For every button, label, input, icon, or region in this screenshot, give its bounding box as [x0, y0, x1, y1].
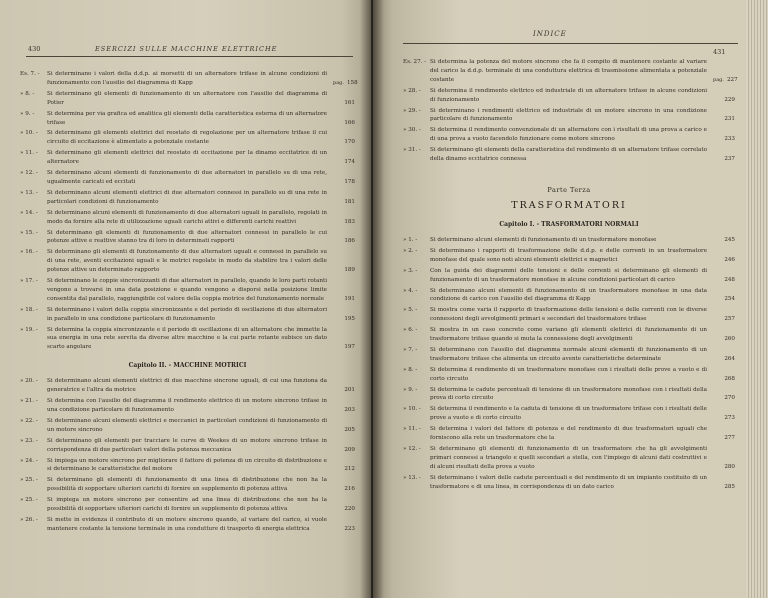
entry-page: 280: [724, 463, 735, 470]
entry-number: » 13. -: [20, 189, 38, 196]
toc-entry[interactable]: [20, 169, 355, 187]
entry-text: Si determina la coppia sincronizzante e il periodo di oscillazione di un alternatore che immette la sua energia in una rete servita da diverse altre macchine e la cui parte rotante subisce un dato scarto angolare: [47, 326, 327, 351]
right-entries-group-1: [403, 87, 735, 164]
entry-number: » 25. -: [20, 477, 38, 484]
entry-text: Si determinano i rendimenti elettrico ed industriale di un motore sincrono in una condizione particolare di funzionamento: [430, 107, 707, 123]
entry-page: 183: [344, 218, 355, 225]
right-running-title: INDICE: [533, 30, 567, 38]
entry-number: » 10. -: [403, 406, 421, 413]
entry-text: Si mostra come varia il rapporto di trasformazione delle tensioni e delle correnti con le diverse connessioni degli avvolgimenti primari e secondari del trasformatore trifase: [430, 307, 707, 323]
entry-page: 227: [726, 76, 738, 83]
entry-page: 158: [346, 79, 358, 86]
toc-entry[interactable]: [20, 326, 355, 353]
entry-text: Si mostra in un caso concreto come variano gli elementi elettrici di funzionamento di un trasformatore trifase quando si muta la connessione degli avvolgimenti: [430, 327, 707, 343]
entry-page: 212: [344, 466, 355, 473]
entry-page: 161: [344, 99, 355, 106]
entry-number: » 20. -: [20, 378, 38, 385]
entry-number: » 18. -: [20, 306, 38, 313]
entry-text: Si determinano le coppie sincronizzanti di due alternatori in parallelo, quando le loro parti rotanti vengono a trovarsi in una data posizione e quando vengono a disporsi nella posizione limite consentita dal parallelo, raggiungibile col valore della coppia motrice del funzionamento normale: [47, 278, 327, 302]
entry-text: Si determina le cadute percentuali di tensione di un trasformatore monofase con i risultati della prova di corto circuito: [430, 386, 707, 402]
entry-number: » 12. -: [403, 446, 421, 452]
toc-entry[interactable]: [403, 58, 738, 85]
toc-entry[interactable]: [403, 326, 735, 344]
entry-number: » 30. -: [403, 127, 421, 134]
entry-number: » 12. -: [20, 170, 38, 177]
entry-text: Si determinano gli elementi di funzionamento di un trasformatore che ha gli avvolgimenti primari connessi a triangolo e quelli secondari a stella, con l'impiego di alcuni dati costruttivi e di alcuni risultati della prova a vuoto: [430, 446, 707, 470]
entry-page: 273: [724, 415, 735, 422]
toc-entry[interactable]: [20, 110, 355, 128]
entry-text: Si determina il rendimento di un trasformatore monofase con i risultati delle prove a vuoto e di corto circuito: [430, 366, 707, 382]
header-rule: [403, 43, 738, 44]
entry-page: 248: [724, 276, 735, 283]
toc-entry[interactable]: [20, 189, 355, 207]
entry-text: Si determina per via grafica ed analitica gli elementi della caratteristica esterna di un alternatore trifase: [47, 110, 327, 126]
entry-number: » 25. -: [20, 497, 38, 504]
entry-text: Si determinano alcuni elementi elettrici di due alternatori connessi in parallelo su di una rete in particolari condizioni di funzionamento: [47, 189, 327, 205]
entry-text: Si determinano alcuni elementi di funzionamento di un trasformatore monofase in una data condizione di carico con l'ausilio del diagramma di Kapp: [430, 287, 707, 303]
entry-number: » 31. -: [403, 147, 421, 154]
entry-number: » 28. -: [403, 87, 421, 94]
entry-page: 170: [344, 139, 355, 146]
entry-number: » 22. -: [20, 417, 38, 424]
entry-text: Si determinano alcuni elementi di funzionamento di due alternatori in parallelo su di una rete, ugualmente caricati ed eccitati: [47, 170, 327, 185]
entry-text: Si determinano gli elementi di funzionamento di una linea di distribuzione che non ha la possibilità di sopportare ulteriori carichi di fornire un supplemento di potenza attiva: [47, 477, 327, 493]
entry-text: Si determina i valori del fattore di potenza e del rendimento di due trasformatori uguali che forniscono alla rete un trasformatore che la: [430, 426, 707, 442]
entry-number: Es. 27. -: [403, 59, 427, 65]
entry-page: 189: [344, 267, 355, 274]
left-page-number: 430: [28, 45, 41, 53]
right-page-number: 431: [713, 48, 726, 56]
entry-page: 201: [344, 387, 355, 394]
entry-number: » 11. -: [20, 150, 38, 157]
entry-page: 216: [344, 486, 355, 493]
part-label: Parte Terza: [547, 185, 591, 194]
entry-text: Si determinano alcuni elementi di funzionamento di due alternatori uguali in parallelo, regolati in modo da fornire alla rete di utilizzazione uguali carichi attivi e differenti carichi reattivi: [47, 209, 327, 225]
entry-page: 268: [724, 375, 735, 382]
entry-text: Si determinano i valori della d.d.p. ai morsetti di un alternatore trifase in alcune condizioni di funzionamento con l'ausilio del diagramma di Kapp: [47, 71, 327, 86]
entry-number: » 29. -: [403, 107, 421, 114]
toc-entry[interactable]: [403, 405, 735, 423]
entry-number: » 16. -: [20, 249, 38, 256]
entry-number: » 3. -: [403, 267, 418, 274]
toc-entry[interactable]: [20, 437, 355, 455]
entry-page: 205: [344, 426, 355, 433]
entry-page: 174: [344, 159, 355, 166]
entry-number: » 8. -: [403, 366, 418, 373]
toc-entry[interactable]: [403, 126, 735, 144]
entry-number: » 10. -: [20, 130, 38, 137]
entry-text: Si determinano gli elementi elettrici del reostato di eccitazione per la dinamo eccitatrice di un alternatore: [47, 150, 327, 166]
entry-number: » 9. -: [20, 110, 35, 117]
entry-number: » 13. -: [403, 474, 421, 481]
toc-entry[interactable]: [403, 474, 735, 492]
right-entry-list: [403, 58, 738, 492]
entry-text: Si determinano alcuni elementi elettrici e meccanici in particolari condizioni di funzionamento di un motore sincrono: [47, 417, 327, 433]
right-page: [373, 0, 768, 598]
entry-text: Si determinano gli elementi della caratteristica del rendimento di un alternatore trifase correlato della dinamo eccitatrice connessa: [430, 147, 707, 163]
entry-number: » 2. -: [403, 247, 418, 254]
chapter-heading: Capitolo I. - TRASFORMATORI NORMALI: [499, 220, 639, 228]
toc-entry[interactable]: [403, 107, 735, 125]
entry-text: Si determinano gli elementi di funzionamento di un alternatore con l'ausilio del diagramma di Potier: [47, 90, 327, 106]
entry-page: 257: [724, 316, 735, 323]
part-title: TRASFORMATORI: [511, 199, 627, 211]
entry-number: » 4. -: [403, 287, 418, 294]
right-entries-group-2: [403, 236, 735, 492]
left-entries-group-1: [20, 90, 355, 352]
toc-entry[interactable]: [20, 229, 355, 247]
toc-entry[interactable]: [20, 306, 355, 324]
entry-text: Con la guida dei diagrammi delle tensioni e delle correnti si determinano gli elementi di funzionamento di un trasformatore monofase in alcune condizioni particolari di carico: [430, 267, 707, 283]
entry-page: 178: [344, 178, 355, 185]
entry-number: » 21. -: [20, 398, 38, 405]
header-rule: [26, 56, 353, 57]
toc-entry[interactable]: [403, 247, 735, 265]
entry-page: 277: [724, 435, 735, 442]
toc-entry[interactable]: [20, 277, 355, 304]
entry-page: 220: [344, 506, 355, 513]
toc-entry[interactable]: [20, 149, 355, 167]
left-running-title: ESERCIZI SULLE MACCHINE ELETTRICHE: [95, 45, 278, 53]
entry-number: » 19. -: [20, 326, 38, 333]
toc-entry[interactable]: [403, 306, 735, 324]
entry-number: » 7. -: [403, 346, 418, 353]
left-entries-group-2: [20, 377, 355, 534]
entry-page: 260: [724, 336, 735, 343]
entry-number: » 11. -: [403, 426, 421, 433]
entry-text: Si determinano i rapporti di trasformazione delle d.d.p. e delle correnti in un trasformatore monofase del quale sono noti alcuni elementi elettrici e magnetici: [430, 247, 707, 263]
toc-entry[interactable]: [403, 445, 735, 472]
entry-text: Si impiega un motore sincrono per consentire ad una linea di distribuzione che non ha la possibilità di sopportare ulteriori carichi di fornire un supplemento di potenza attiva: [47, 497, 327, 513]
toc-entry[interactable]: [403, 346, 735, 364]
entry-page: 203: [344, 407, 355, 413]
toc-entry[interactable]: [403, 386, 735, 404]
entry-number: » 9. -: [403, 386, 418, 393]
entry-number: » 17. -: [20, 278, 38, 285]
entry-number: Es. 7. -: [20, 71, 40, 77]
pag-label: pag.: [333, 79, 344, 86]
entry-text: Si determinano alcuni elementi elettrici di due macchine sincrone uguali, di cui una funziona da generatrice e l'altra da motrice: [47, 378, 327, 394]
entry-page: 229: [724, 96, 735, 103]
toc-entry[interactable]: [403, 425, 735, 443]
toc-entry[interactable]: [20, 90, 355, 108]
toc-entry[interactable]: [403, 87, 735, 105]
entry-page: 270: [724, 395, 735, 402]
entry-text: Si determinano con l'ausilio del diagramma normale alcuni elementi di funzionamento di un trasformatore trifase che alimenta un circuito avente caratteristiche determinate: [430, 346, 707, 362]
toc-entry[interactable]: [20, 129, 355, 147]
toc-entry[interactable]: [403, 366, 735, 384]
entry-page: 166: [344, 119, 355, 126]
left-page: [0, 0, 371, 598]
toc-entry[interactable]: [20, 70, 358, 88]
entry-page: 231: [724, 116, 735, 123]
toc-entry[interactable]: [20, 476, 355, 494]
entry-number: » 6. -: [403, 327, 418, 334]
entry-text: Si determinano i valori delle cadute percentuali e del rendimento di un impianto costituito di un trasformatore e di una linea, in corrispondenza di un dato carico: [430, 474, 707, 490]
entry-page: 245: [724, 236, 735, 243]
toc-entry[interactable]: [20, 397, 355, 415]
entry-text: Si determinano gli elementi di funzionamento di due alternatori uguali e connessi in parallelo su di una rete, aventi eccitazioni uguali e le motrici regolate in modo da stabilire tra i valori delle potenze attive un determinato rapporto: [47, 249, 327, 274]
entry-page: 233: [724, 136, 735, 143]
chapter-heading: Capitolo II. - MACCHINE MOTRICI: [128, 362, 247, 370]
entry-page: 181: [344, 198, 355, 205]
toc-entry[interactable]: [403, 267, 735, 285]
toc-entry[interactable]: [20, 377, 355, 395]
entry-text: Si determinano alcuni elementi di funzionamento di un trasformatore monofase: [430, 236, 657, 243]
entry-page: 285: [724, 483, 735, 490]
entry-number: » 24. -: [20, 457, 38, 464]
entry-text: Si determina il rendimento convenzionale di un alternatore con i risultati di una prova a carico e di una prova a vuoto facendolo funzionare come motore sincrono: [430, 127, 707, 143]
toc-entry[interactable]: [20, 417, 355, 435]
toc-entry[interactable]: [20, 248, 355, 275]
entry-text: Si determina il rendimento e la caduta di tensione di un trasformatore trifase con i risultati delle prove a vuoto e di corto circuito: [430, 406, 707, 422]
page-edge-stack: [746, 0, 768, 598]
entry-number: » 1. -: [403, 236, 418, 243]
entry-number: » 5. -: [403, 307, 418, 314]
entry-page: 195: [344, 315, 355, 322]
entry-page: 246: [724, 256, 735, 263]
left-entry-list: [20, 70, 358, 534]
entry-page: 186: [344, 238, 355, 245]
entry-number: » 14. -: [20, 209, 38, 216]
entry-number: » 15. -: [20, 229, 38, 236]
entry-page: 223: [344, 525, 355, 532]
entry-text: Si determinano i valori della coppia sincronizzante e del periodo di oscillazione di due alternatori in parallelo in una condizione particolare di funzionamento: [47, 306, 327, 322]
entry-number: » 23. -: [20, 437, 38, 444]
entry-text: Si determina con l'ausilio del diagramma il rendimento elettrico di un motore sincrono trifase in una condizione particolare di funzionamento: [47, 398, 327, 413]
entry-page: 254: [724, 296, 735, 303]
toc-entry[interactable]: [20, 209, 355, 227]
entry-text: Si impiega un motore sincrono per migliorare il fattore di potenza di un circuito di distribuzione e si determinano le caratteristiche del motore: [47, 457, 327, 473]
toc-entry[interactable]: [20, 516, 355, 534]
pag-label: pag.: [713, 76, 724, 83]
entry-text: Si mette in evidenza il contributo di un motore sincrono quando, al variare del carico, si vuole mantenere costante la tensione terminale in una condutture di trasporto di energia elettrica: [47, 516, 327, 532]
entry-text: Si determina il rendimento elettrico ed industriale di un alternatore trifase in alcune condizioni di funzionamento: [430, 87, 707, 103]
entry-number: » 26. -: [20, 516, 38, 523]
entry-text: Si determinano gli elementi di funzionamento di due alternatori connessi in parallelo le cui potenze attive e reattive stanno tra di loro in determinati rapporti: [47, 229, 327, 245]
toc-entry[interactable]: [20, 496, 355, 514]
toc-entry[interactable]: [20, 457, 355, 475]
entry-page: 191: [344, 295, 355, 302]
entry-number: » 8. -: [20, 90, 35, 97]
entry-text: Si determinano gli elementi per tracciare le curve di Weekes di un motore sincrono trifase in corrispondenza di due particolari valori della potenza meccanica: [47, 437, 327, 453]
toc-entry[interactable]: [403, 146, 735, 164]
entry-page: 264: [724, 355, 735, 362]
entry-page: 237: [724, 156, 735, 163]
toc-entry[interactable]: [403, 287, 735, 305]
entry-page: 197: [344, 344, 355, 351]
entry-text: Si determina la potenza del motore sincrono che fa il compito di mantenere costante al variare del carico la d.d.p. terminale di una conduttura elettrica di trasmissione alimentata a potenziale costante: [430, 59, 707, 83]
toc-entry[interactable]: [403, 236, 735, 245]
entry-text: Si determinano gli elementi elettrici del reostato di regolazione per un alternatore trifase il cui circuito di eccitazione è alimentato a potenziale costante: [47, 130, 327, 146]
entry-page: 209: [344, 446, 355, 453]
